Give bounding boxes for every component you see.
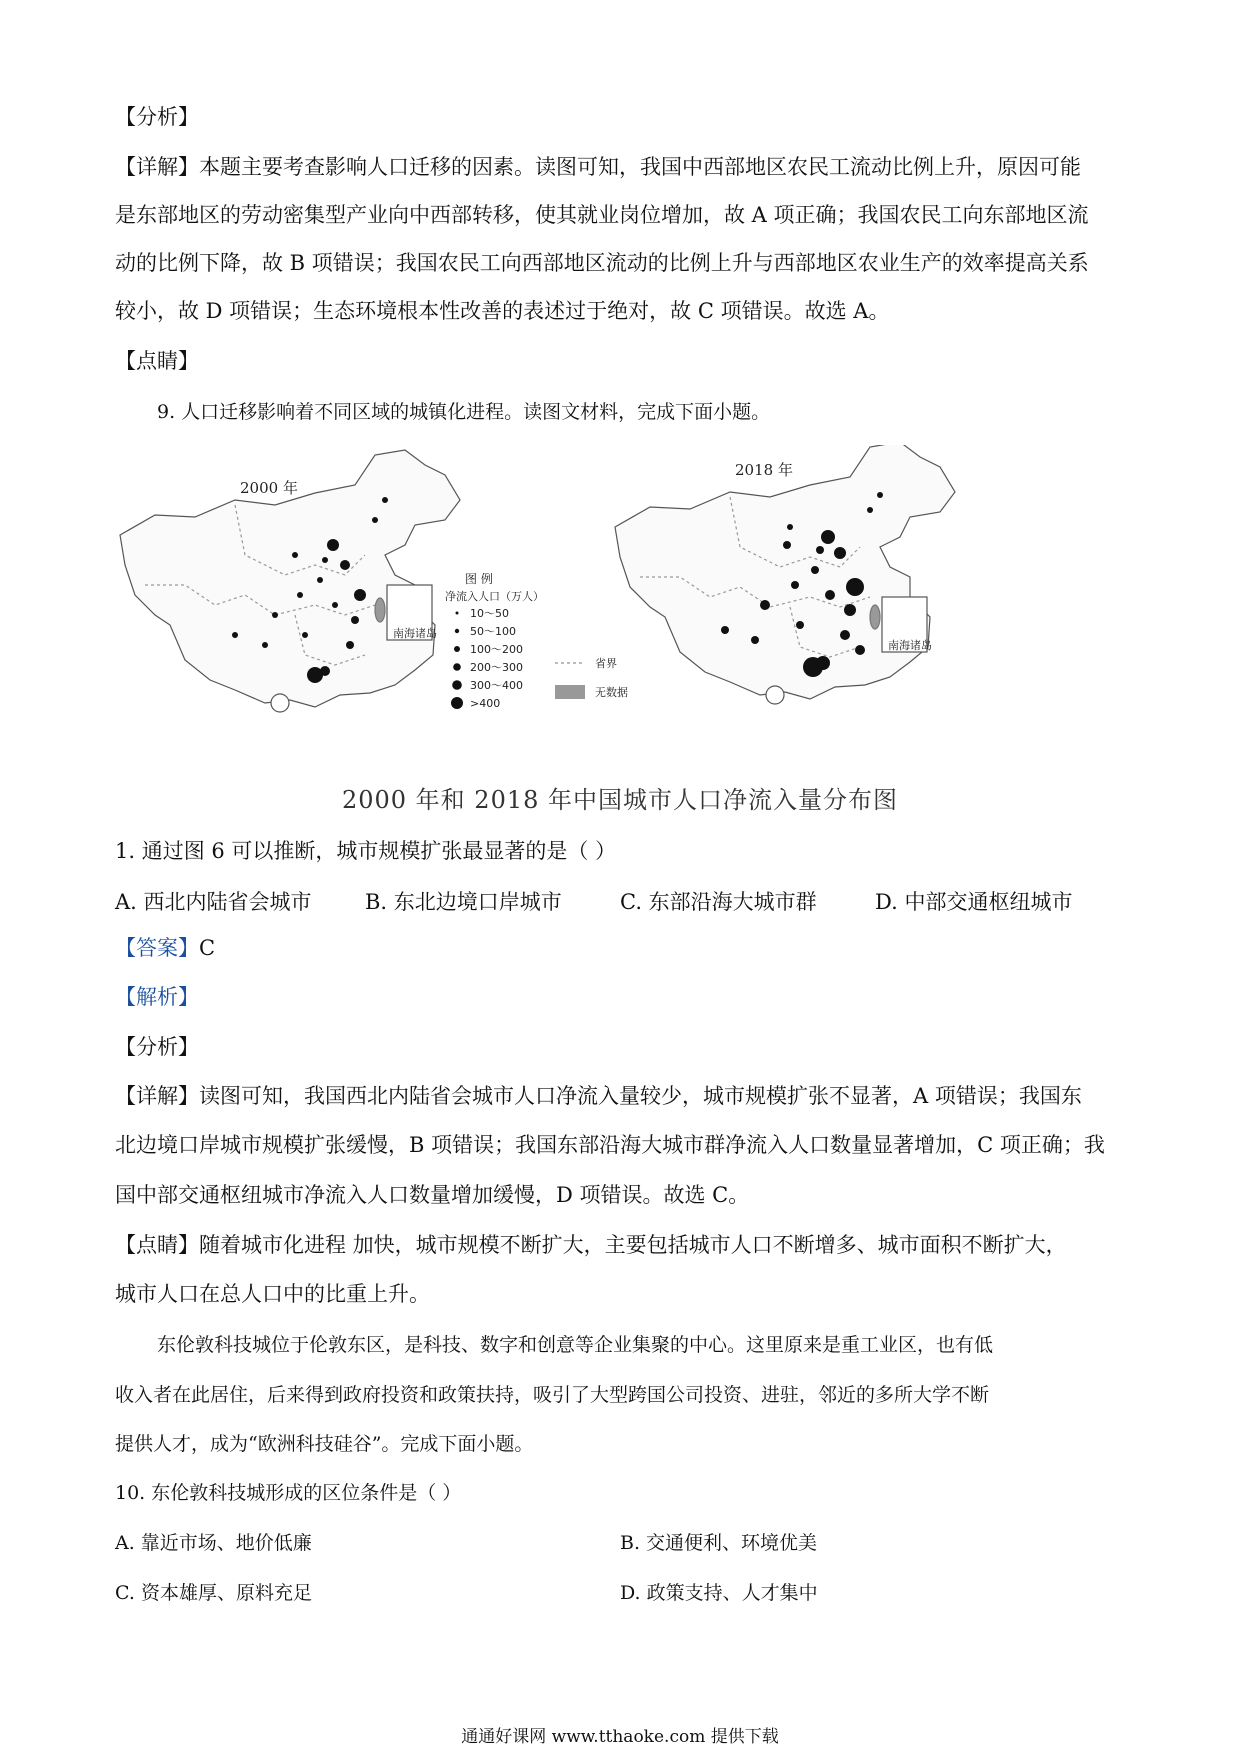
legend — [445, 571, 628, 710]
dianjing-heading: 【点睛】 — [115, 349, 199, 373]
passage-line-1: 东伦敦科技城位于伦敦东区，是科技、数字和创意等企业集聚的中心。这里原来是重工业区，也有低 — [157, 1334, 994, 1356]
legend-subtitle: 净流入人口（万人） — [445, 590, 544, 603]
population-map-figure — [115, 445, 1125, 745]
legend-item-3: 100～200 — [470, 643, 523, 656]
legend-title: 图 例 — [465, 572, 493, 586]
left-inset-label: 南海诸岛 — [393, 627, 437, 640]
q1-option-b: B. 东北边境口岸城市 — [365, 890, 562, 914]
legend-item-2: 50～100 — [470, 625, 516, 638]
detail-line-2: 是东部地区的劳动密集型产业向中西部转移，使其就业岗位增加，故 A 项正确；我国农民工向东部地区流 — [115, 203, 1089, 227]
question-9-stem: 9. 人口迁移影响着不同区域的城镇化进程。读图文材料，完成下面小题。 — [157, 401, 771, 423]
figure-caption: 2000 年和 2018 年中国城市人口净流入量分布图 — [341, 786, 899, 814]
q10-option-b: B. 交通便利、环境优美 — [620, 1532, 818, 1554]
detail-line-4: 较小，故 D 项错误；生态环境根本性改善的表述过于绝对，故 C 项错误。故选 A。 — [115, 299, 890, 323]
fenxi-heading: 【分析】 — [115, 105, 199, 129]
map-svg — [115, 445, 1125, 745]
page-footer: 通通好课网 www.tthaoke.com 提供下载 — [461, 1727, 779, 1747]
answer-tag: 【答案】 — [115, 936, 199, 960]
q1-detail-line-3: 国中部交通枢纽城市净流入人口数量增加缓慢，D 项错误。故选 C。 — [115, 1183, 750, 1207]
q1-detail-line-1: 【详解】读图可知，我国西北内陆省会城市人口净流入量较少，城市规模扩张不显著，A 项错误；我国东 — [115, 1084, 1082, 1108]
q1-option-a: A. 西北内陆省会城市 — [115, 890, 312, 914]
legend-item-1: 10～50 — [470, 607, 509, 620]
q1-option-c: C. 东部沿海大城市群 — [620, 890, 817, 914]
jiexi-heading: 【解析】 — [115, 985, 199, 1009]
q1-answer-line — [115, 933, 215, 963]
legend-boundary: 省界 — [595, 657, 617, 670]
q1-dianjing-line-2: 城市人口在总人口中的比重上升。 — [115, 1282, 430, 1306]
right-map-year: 2018 年 — [735, 461, 793, 479]
passage-line-2: 收入者在此居住，后来得到政府投资和政策扶持，吸引了大型跨国公司投资、进驻，邻近的多所大学不断 — [115, 1384, 990, 1406]
detail-line-3: 动的比例下降，故 B 项错误；我国农民工向西部地区流动的比例上升与西部地区农业生产的效率提高关系 — [115, 251, 1089, 275]
legend-item-5: 300～400 — [470, 679, 523, 692]
legend-item-4: 200～300 — [470, 661, 523, 674]
q10-option-c: C. 资本雄厚、原料充足 — [115, 1582, 312, 1604]
q1-stem: 1. 通过图 6 可以推断，城市规模扩张最显著的是（ ） — [115, 839, 617, 863]
detail-line-1: 【详解】本题主要考查影响人口迁移的因素。读图可知，我国中西部地区农民工流动比例上升，原因可能 — [115, 155, 1081, 179]
legend-nodata: 无数据 — [595, 686, 628, 699]
q1-option-d: D. 中部交通枢纽城市 — [875, 890, 1073, 914]
map-2018 — [615, 445, 955, 704]
q1-detail-line-2: 北边境口岸城市规模扩张缓慢，B 项错误；我国东部沿海大城市群净流入人口数量显著增加，C 项正确；我 — [115, 1133, 1105, 1157]
q10-stem: 10. 东伦敦科技城形成的区位条件是（ ） — [115, 1482, 462, 1504]
legend-item-6: >400 — [470, 697, 501, 710]
q1-dianjing-line-1: 【点睛】随着城市化进程 加快，城市规模不断扩大，主要包括城市人口不断增多、城市面积不断扩大， — [115, 1233, 1067, 1257]
answer-value: C — [199, 936, 216, 960]
q1-fenxi-heading: 【分析】 — [115, 1035, 199, 1059]
q10-option-a: A. 靠近市场、地价低廉 — [115, 1532, 312, 1554]
passage-line-3: 提供人才，成为“欧洲科技硅谷”。完成下面小题。 — [115, 1433, 534, 1455]
right-inset-label: 南海诸岛 — [888, 639, 932, 652]
q10-option-d: D. 政策支持、人才集中 — [620, 1582, 818, 1604]
left-map-year: 2000 年 — [240, 479, 298, 497]
